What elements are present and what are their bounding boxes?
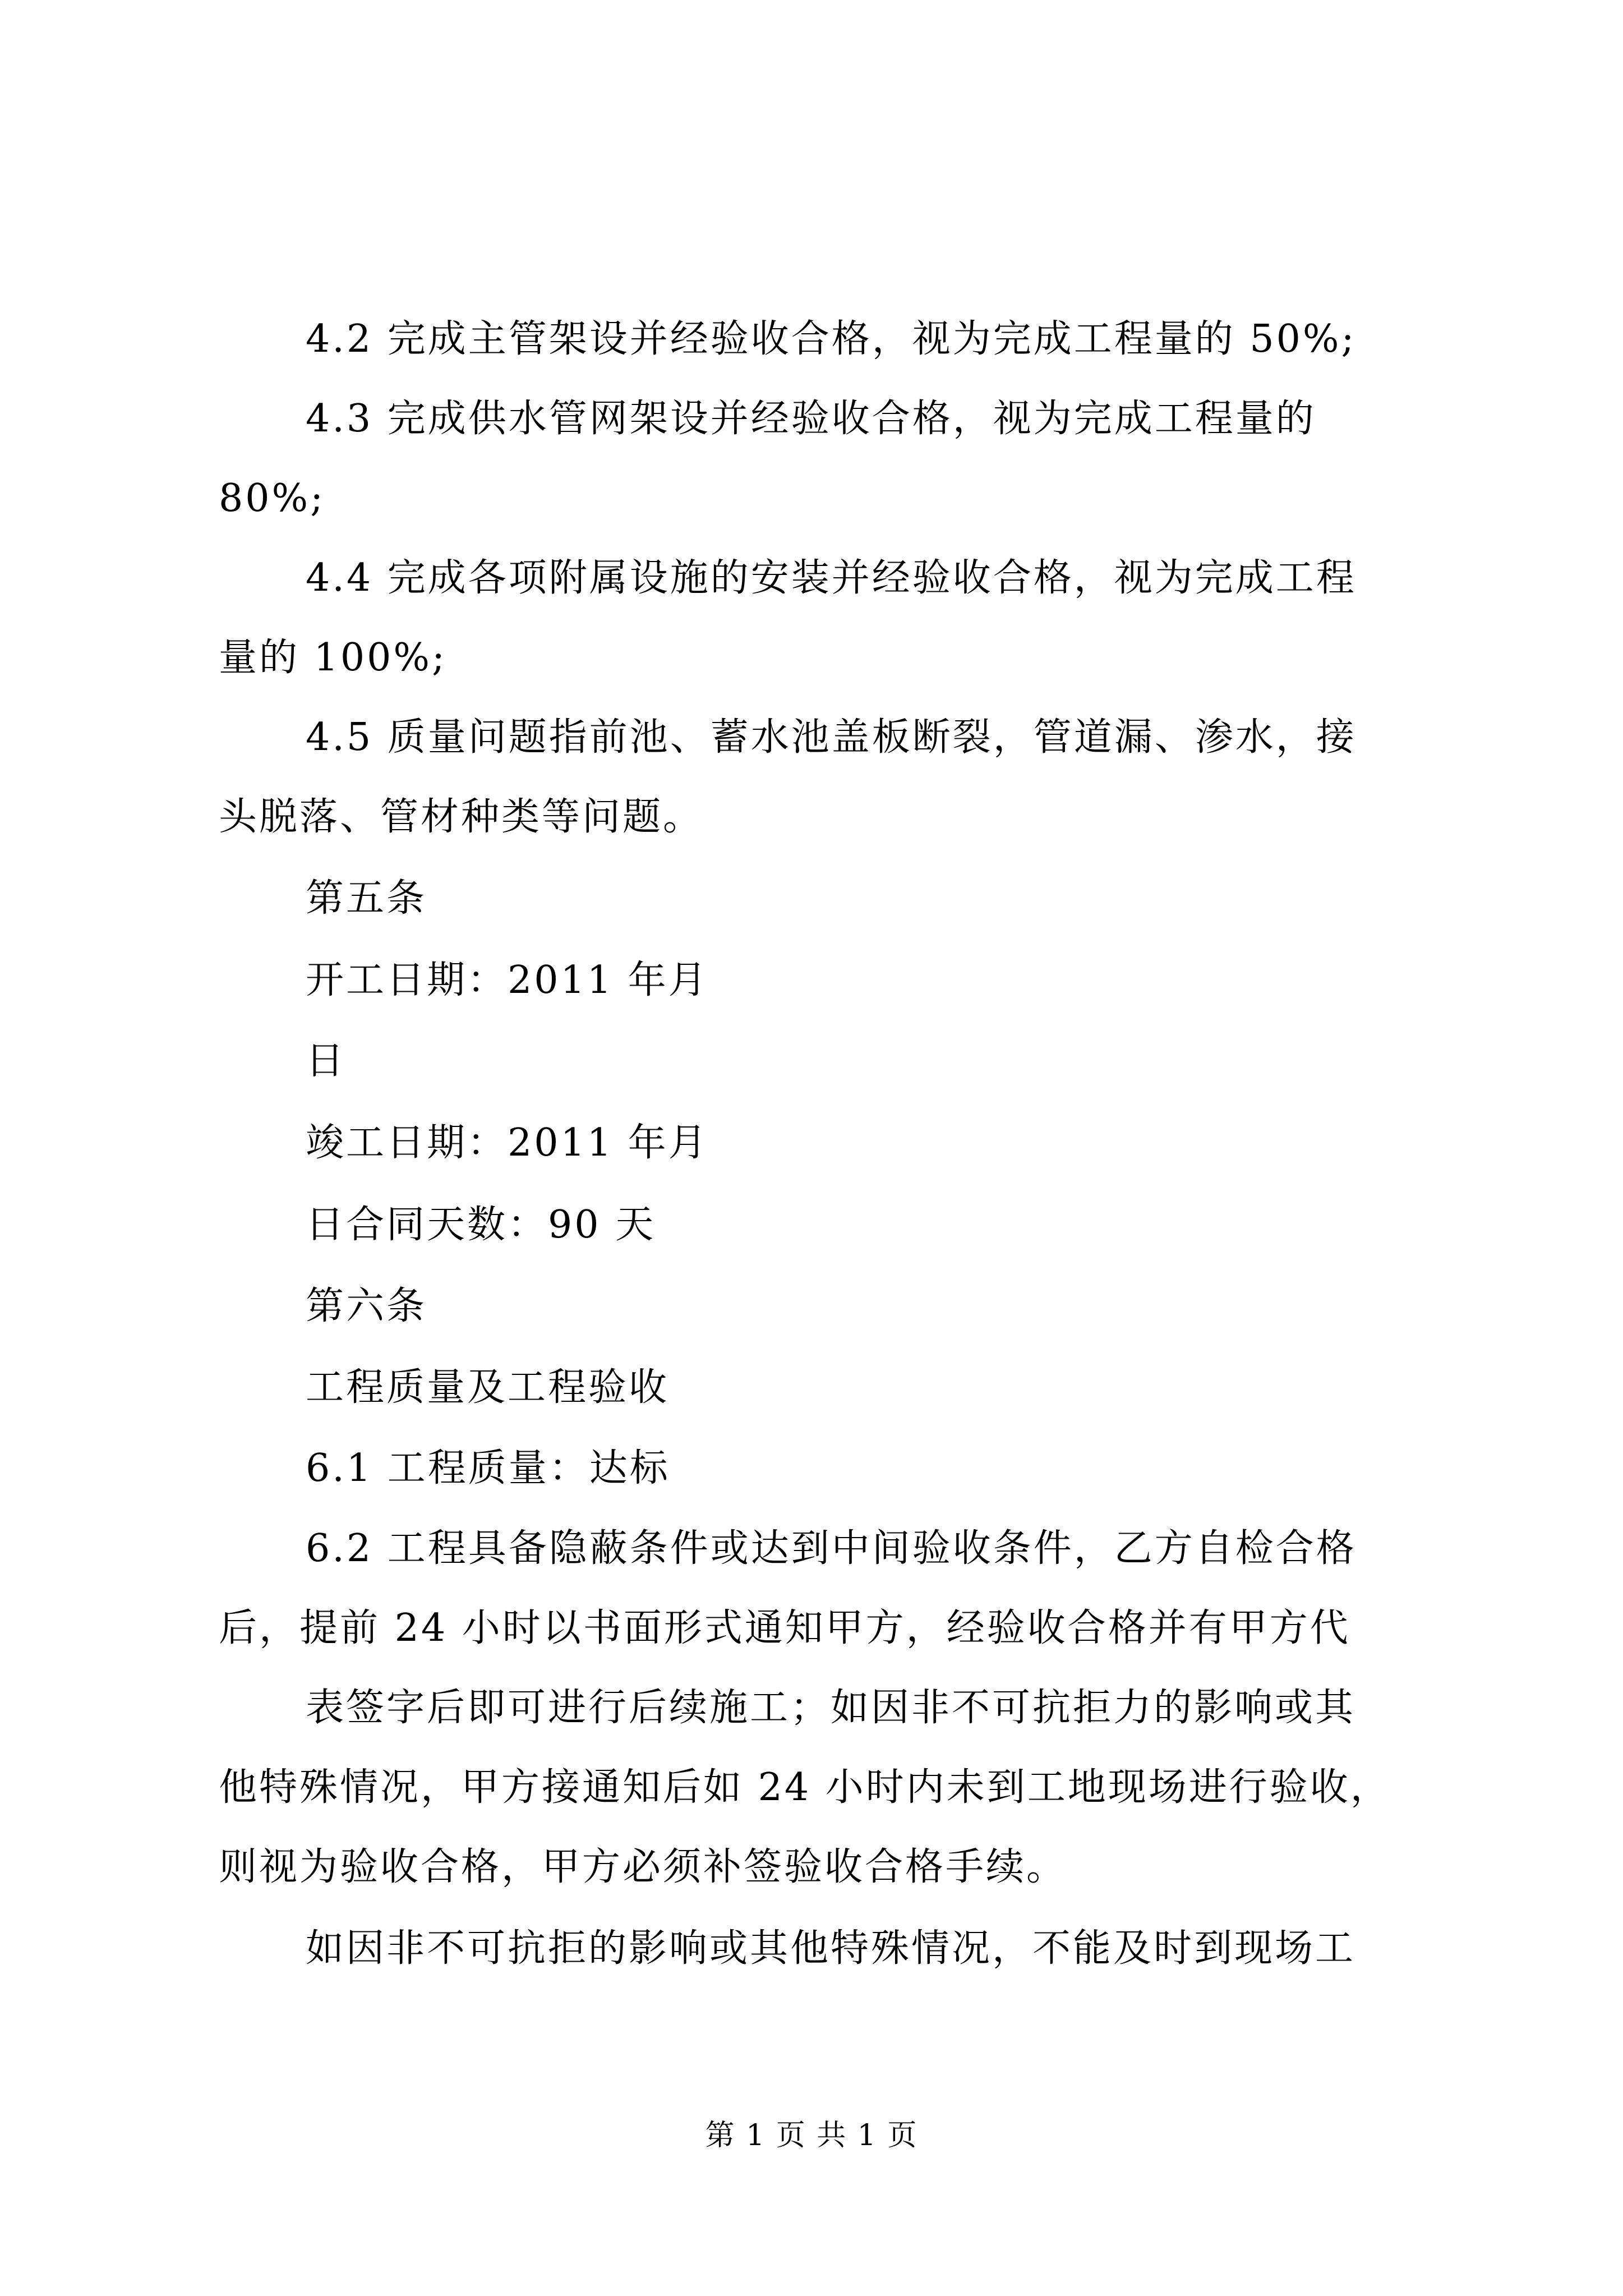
text-line: 量的 100%; <box>219 636 447 680</box>
text-line: 4.5 质量问题指前池、蓄水池盖板断裂，管道漏、渗水，接 <box>306 715 1357 760</box>
text-line: 80%; <box>219 476 326 521</box>
text-line: 头脱落、管材种类等问题。 <box>219 795 704 839</box>
text-line: 竣工日期：2011 年月 <box>306 1121 709 1165</box>
text-line: 6.1 工程质量：达标 <box>306 1446 670 1490</box>
text-line: 他特殊情况，甲方接通知后如 24 小时内未到工地现场进行验收， <box>219 1765 1391 1810</box>
text-line: 工程质量及工程验收 <box>306 1365 670 1410</box>
text-line: 4.2 完成主管架设并经验收合格，视为完成工程量的 50%; <box>306 317 1357 361</box>
page-number: 第 1 页 共 1 页 <box>705 2119 918 2152</box>
text-line: 6.2 工程具备隐蔽条件或达到中间验收条件，乙方自检合格 <box>306 1526 1357 1571</box>
text-line: 表签字后即可进行后续施工；如因非不可抗拒力的影响或其 <box>306 1686 1356 1730</box>
text-line: 日合同天数：90 天 <box>306 1203 656 1247</box>
text-line: 4.4 完成各项附属设施的安装并经验收合格，视为完成工程 <box>306 556 1357 600</box>
text-line: 如因非不可抗拒的影响或其他特殊情况，不能及时到现场工 <box>306 1926 1356 1971</box>
text-line: 日 <box>306 1039 347 1083</box>
text-line: 则视为验收合格，甲方必须补签验收合格手续。 <box>219 1845 1067 1889</box>
section-heading: 第五条 <box>306 876 427 921</box>
section-heading: 第六条 <box>306 1284 427 1328</box>
text-line: 4.3 完成供水管网架设并经验收合格，视为完成工程量的 <box>306 397 1316 441</box>
text-line: 后，提前 24 小时以书面形式通知甲方，经验收合格并有甲方代 <box>219 1606 1350 1650</box>
text-line: 开工日期：2011 年月 <box>306 958 709 1002</box>
